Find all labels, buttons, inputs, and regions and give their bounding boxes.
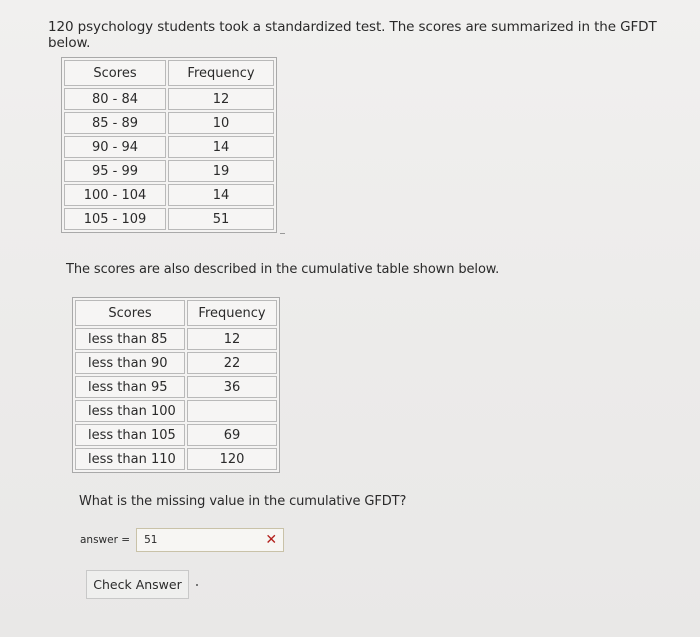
table-row — [64, 184, 274, 206]
score-cell: 90 - 94 — [64, 136, 166, 158]
table-row — [75, 328, 277, 350]
score-cell: 95 - 99 — [64, 160, 166, 182]
frequency-cell: 12 — [187, 328, 277, 350]
column-header-frequency: Frequency — [168, 60, 274, 86]
column-header-scores: Scores — [75, 300, 185, 326]
cumulative-intro: The scores are also described in the cumulative table shown below. — [66, 262, 500, 277]
score-cell: less than 90 — [75, 352, 185, 374]
table-row — [75, 424, 277, 446]
answer-value: 51 — [144, 534, 158, 546]
table-row — [64, 136, 274, 158]
gfdt-table — [61, 57, 277, 233]
column-header-frequency: Frequency — [187, 300, 277, 326]
score-cell: 85 - 89 — [64, 112, 166, 134]
cursor-dot — [196, 584, 198, 586]
frequency-cell: 36 — [187, 376, 277, 398]
answer-label: answer = — [80, 534, 131, 546]
table-header-row — [75, 300, 277, 326]
frequency-cell: 51 — [168, 208, 274, 230]
problem-intro: 120 psychology students took a standardized test. The scores are summarized in the GFDT below. — [48, 19, 657, 51]
table-header-row — [64, 60, 274, 86]
cumulative-table — [72, 297, 280, 473]
frequency-cell: 69 — [187, 424, 277, 446]
question-text: What is the missing value in the cumulative GFDT? — [79, 494, 407, 509]
table-row — [75, 352, 277, 374]
frequency-cell: 22 — [187, 352, 277, 374]
frequency-cell: 12 — [168, 88, 274, 110]
table-row — [64, 112, 274, 134]
missing-frequency-cell — [187, 400, 277, 422]
x-icon: ✕ — [265, 532, 278, 548]
frequency-cell: 14 — [168, 184, 274, 206]
answer-row — [80, 528, 284, 552]
check-answer-button[interactable]: Check Answer — [86, 570, 189, 599]
table-row — [75, 376, 277, 398]
score-cell: less than 100 — [75, 400, 185, 422]
table-row — [64, 160, 274, 182]
column-header-scores: Scores — [64, 60, 166, 86]
table-row — [64, 208, 274, 230]
frequency-cell: 120 — [187, 448, 277, 470]
score-cell: less than 110 — [75, 448, 185, 470]
score-cell: 105 - 109 — [64, 208, 166, 230]
score-cell: less than 95 — [75, 376, 185, 398]
score-cell: 80 - 84 — [64, 88, 166, 110]
table-row — [75, 400, 277, 422]
frequency-cell: 14 — [168, 136, 274, 158]
score-cell: 100 - 104 — [64, 184, 166, 206]
score-cell: less than 105 — [75, 424, 185, 446]
frequency-cell: 10 — [168, 112, 274, 134]
stray-mark — [280, 233, 285, 234]
table-row — [64, 88, 274, 110]
score-cell: less than 85 — [75, 328, 185, 350]
answer-input[interactable] — [136, 528, 284, 552]
table-row — [75, 448, 277, 470]
frequency-cell: 19 — [168, 160, 274, 182]
